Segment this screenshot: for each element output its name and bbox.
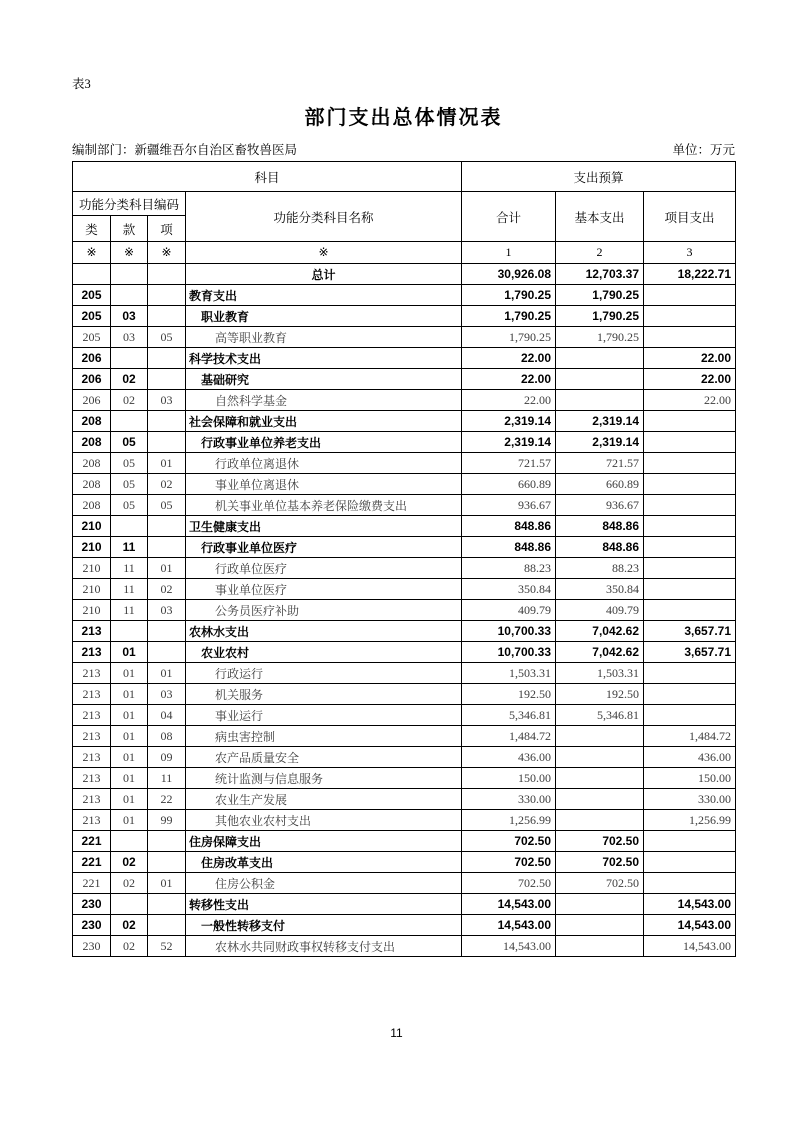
subject-name-cell: 行政事业单位医疗 [186,537,462,558]
column-index-cell: 1 [462,242,556,264]
basic-column-header: 基本支出 [556,192,644,242]
page-number: 11 [390,1026,403,1040]
code-section-cell: 01 [111,747,148,768]
total-value-cell: 22.00 [462,390,556,411]
code-section-cell: 01 [111,642,148,663]
code-item-cell [148,831,186,852]
basic-value-cell: 2,319.14 [556,432,644,453]
project-value-cell: 22.00 [644,369,736,390]
code-section-cell [111,285,148,306]
code-class-cell: 210 [73,516,111,537]
subject-name-cell: 事业运行 [186,705,462,726]
total-value-cell: 436.00 [462,747,556,768]
class-column-header: 类 [73,216,111,242]
code-item-cell [148,411,186,432]
basic-value-cell [556,810,644,831]
code-section-cell: 02 [111,852,148,873]
project-value-cell: 22.00 [644,348,736,369]
total-value-cell: 10,700.33 [462,621,556,642]
basic-value-cell [556,936,644,957]
subject-name-cell: 行政运行 [186,663,462,684]
project-value-cell [644,432,736,453]
basic-value-cell [556,915,644,936]
prepared-by-label: 编制部门：新疆维吾尔自治区畜牧兽医局 [72,143,298,157]
basic-value-cell: 848.86 [556,516,644,537]
total-value-cell: 660.89 [462,474,556,495]
table-row [73,306,736,327]
code-item-cell: 05 [148,327,186,348]
basic-value-cell: 7,042.62 [556,642,644,663]
code-section-cell: 01 [111,705,148,726]
total-value-cell: 1,484.72 [462,726,556,747]
mark-cell: ※ [111,242,148,264]
basic-value-cell [556,789,644,810]
project-value-cell [644,516,736,537]
subject-name-cell: 农产品质量安全 [186,747,462,768]
code-item-cell: 01 [148,558,186,579]
code-item-cell: 99 [148,810,186,831]
project-value-cell [644,306,736,327]
project-value-cell: 436.00 [644,747,736,768]
subject-name-cell: 住房公积金 [186,873,462,894]
code-section-cell: 02 [111,936,148,957]
total-value-cell: 848.86 [462,537,556,558]
table-row [73,621,736,642]
basic-value-cell: 848.86 [556,537,644,558]
header-row-code-group [73,192,736,216]
table-row [73,453,736,474]
project-value-cell [644,411,736,432]
basic-value-cell: 7,042.62 [556,621,644,642]
table-row [73,369,736,390]
basic-value-cell: 1,503.31 [556,663,644,684]
code-section-cell: 11 [111,537,148,558]
total-value-cell: 2,319.14 [462,411,556,432]
item-column-header: 项 [148,216,186,242]
code-section-cell: 02 [111,873,148,894]
code-section-cell [111,831,148,852]
total-value-cell: 10,700.33 [462,642,556,663]
project-value-cell [644,705,736,726]
code-class-cell: 206 [73,390,111,411]
project-value-cell [644,474,736,495]
code-class-cell: 208 [73,411,111,432]
header-row-groups [73,162,736,192]
code-class-cell: 221 [73,852,111,873]
total-value-cell: 350.84 [462,579,556,600]
code-section-cell [111,516,148,537]
project-value-cell [644,852,736,873]
code-section-cell: 05 [111,432,148,453]
table-row [73,474,736,495]
total-value-cell: 330.00 [462,789,556,810]
table-row [73,684,736,705]
code-section-cell: 05 [111,495,148,516]
code-class-cell: 208 [73,495,111,516]
code-section-cell: 03 [111,327,148,348]
subject-name-cell: 事业单位离退休 [186,474,462,495]
total-value-cell: 702.50 [462,852,556,873]
subject-name-cell: 农业农村 [186,642,462,663]
code-item-cell: 01 [148,663,186,684]
subject-name-cell: 总计 [186,264,462,285]
code-class-cell: 210 [73,600,111,621]
code-group-header: 功能分类科目编码 [73,192,186,216]
code-item-cell: 11 [148,768,186,789]
total-value-cell: 150.00 [462,768,556,789]
expenditure-table [72,161,736,957]
code-item-cell: 03 [148,684,186,705]
table-row [73,600,736,621]
subject-name-cell: 行政单位医疗 [186,558,462,579]
code-section-cell [111,264,148,285]
project-value-cell: 14,543.00 [644,894,736,915]
project-value-cell: 330.00 [644,789,736,810]
total-value-cell: 1,790.25 [462,285,556,306]
basic-value-cell [556,747,644,768]
code-section-cell: 02 [111,390,148,411]
total-value-cell: 30,926.08 [462,264,556,285]
code-section-cell [111,894,148,915]
subject-name-cell: 机关服务 [186,684,462,705]
table-row [73,390,736,411]
basic-value-cell: 1,790.25 [556,306,644,327]
code-item-cell [148,642,186,663]
table-row [73,411,736,432]
code-item-cell [148,285,186,306]
table-row [73,537,736,558]
total-value-cell: 848.86 [462,516,556,537]
total-value-cell: 1,790.25 [462,327,556,348]
basic-value-cell [556,894,644,915]
subject-name-cell: 教育支出 [186,285,462,306]
project-value-cell [644,327,736,348]
project-value-cell [644,537,736,558]
code-class-cell: 205 [73,306,111,327]
subject-name-cell: 高等职业教育 [186,327,462,348]
code-class-cell: 208 [73,453,111,474]
code-item-cell [148,264,186,285]
table-row [73,936,736,957]
subject-name-cell: 转移性支出 [186,894,462,915]
table-row [73,747,736,768]
project-column-header: 项目支出 [644,192,736,242]
budget-group-header: 支出预算 [462,162,736,192]
subject-name-cell: 科学技术支出 [186,348,462,369]
code-class-cell: 210 [73,579,111,600]
table-row [73,285,736,306]
code-item-cell: 08 [148,726,186,747]
mark-cell: ※ [148,242,186,264]
project-value-cell [644,495,736,516]
code-class-cell: 213 [73,705,111,726]
project-value-cell: 22.00 [644,390,736,411]
code-section-cell: 05 [111,453,148,474]
project-value-cell [644,684,736,705]
total-value-cell: 2,319.14 [462,432,556,453]
code-class-cell: 208 [73,432,111,453]
code-section-cell: 11 [111,579,148,600]
subject-name-cell: 机关事业单位基本养老保险缴费支出 [186,495,462,516]
code-class-cell: 213 [73,684,111,705]
code-item-cell: 01 [148,453,186,474]
code-item-cell [148,894,186,915]
code-item-cell [148,516,186,537]
basic-value-cell: 2,319.14 [556,411,644,432]
subject-name-cell: 一般性转移支付 [186,915,462,936]
total-value-cell: 409.79 [462,600,556,621]
basic-value-cell: 192.50 [556,684,644,705]
table-row [73,327,736,348]
code-section-cell: 05 [111,474,148,495]
code-class-cell [73,264,111,285]
basic-value-cell: 409.79 [556,600,644,621]
code-section-cell: 01 [111,726,148,747]
table-row [73,915,736,936]
total-value-cell: 14,543.00 [462,936,556,957]
project-value-cell [644,873,736,894]
unit-label: 单位：万元 [672,143,735,157]
code-class-cell: 213 [73,621,111,642]
table-row [73,264,736,285]
subject-name-cell: 自然科学基金 [186,390,462,411]
basic-value-cell [556,348,644,369]
code-class-cell: 213 [73,768,111,789]
total-value-cell: 14,543.00 [462,915,556,936]
total-value-cell: 5,346.81 [462,705,556,726]
code-item-cell [148,537,186,558]
basic-value-cell: 702.50 [556,831,644,852]
code-class-cell: 208 [73,474,111,495]
code-item-cell [148,852,186,873]
code-item-cell: 52 [148,936,186,957]
table-row [73,726,736,747]
subject-name-cell: 统计监测与信息服务 [186,768,462,789]
table-row [73,432,736,453]
total-value-cell: 1,790.25 [462,306,556,327]
code-class-cell: 213 [73,663,111,684]
code-item-cell: 01 [148,873,186,894]
basic-value-cell [556,768,644,789]
subject-name-cell: 病虫害控制 [186,726,462,747]
table-row [73,495,736,516]
subject-name-cell: 事业单位医疗 [186,579,462,600]
code-item-cell [148,306,186,327]
table-row [73,768,736,789]
code-section-cell: 01 [111,789,148,810]
code-section-cell: 01 [111,810,148,831]
code-item-cell [148,432,186,453]
code-class-cell: 206 [73,348,111,369]
subject-name-cell: 农林水共同财政事权转移支付支出 [186,936,462,957]
code-class-cell: 210 [73,558,111,579]
section-column-header: 款 [111,216,148,242]
code-section-cell: 02 [111,915,148,936]
basic-value-cell [556,369,644,390]
table-row [73,831,736,852]
code-item-cell: 09 [148,747,186,768]
total-value-cell: 936.67 [462,495,556,516]
total-value-cell: 88.23 [462,558,556,579]
total-value-cell: 1,256.99 [462,810,556,831]
basic-value-cell [556,726,644,747]
code-section-cell: 01 [111,768,148,789]
project-value-cell [644,453,736,474]
project-value-cell: 1,484.72 [644,726,736,747]
basic-value-cell: 12,703.37 [556,264,644,285]
code-section-cell [111,411,148,432]
table-row [73,705,736,726]
table-row [73,642,736,663]
table-row [73,852,736,873]
code-class-cell: 213 [73,789,111,810]
basic-value-cell: 936.67 [556,495,644,516]
basic-value-cell: 88.23 [556,558,644,579]
subject-name-cell: 住房保障支出 [186,831,462,852]
code-item-cell [148,915,186,936]
project-value-cell: 3,657.71 [644,642,736,663]
name-column-header: 功能分类科目名称 [186,192,462,242]
basic-value-cell: 702.50 [556,852,644,873]
project-value-cell [644,558,736,579]
table-row [73,558,736,579]
code-section-cell: 11 [111,600,148,621]
project-value-cell [644,663,736,684]
code-section-cell: 02 [111,369,148,390]
code-section-cell [111,348,148,369]
code-class-cell: 206 [73,369,111,390]
project-value-cell: 150.00 [644,768,736,789]
project-value-cell: 1,256.99 [644,810,736,831]
total-value-cell: 22.00 [462,369,556,390]
code-item-cell: 02 [148,579,186,600]
table-row [73,348,736,369]
code-class-cell: 230 [73,915,111,936]
project-value-cell [644,285,736,306]
code-item-cell [148,369,186,390]
code-class-cell: 213 [73,642,111,663]
project-value-cell [644,600,736,621]
project-value-cell: 18,222.71 [644,264,736,285]
table-row [73,789,736,810]
subject-name-cell: 农业生产发展 [186,789,462,810]
code-section-cell: 01 [111,684,148,705]
total-column-header: 合计 [462,192,556,242]
code-class-cell: 213 [73,726,111,747]
basic-value-cell: 350.84 [556,579,644,600]
meta-row [72,140,735,158]
code-section-cell: 11 [111,558,148,579]
project-value-cell: 14,543.00 [644,936,736,957]
code-section-cell: 01 [111,663,148,684]
mark-cell: ※ [186,242,462,264]
code-item-cell: 04 [148,705,186,726]
table-row [73,894,736,915]
table-row [73,516,736,537]
code-item-cell: 22 [148,789,186,810]
project-value-cell: 3,657.71 [644,621,736,642]
code-class-cell: 221 [73,831,111,852]
subject-name-cell: 行政单位离退休 [186,453,462,474]
table-body [73,264,736,957]
code-class-cell: 205 [73,285,111,306]
subject-name-cell: 公务员医疗补助 [186,600,462,621]
subject-name-cell: 职业教育 [186,306,462,327]
basic-value-cell: 5,346.81 [556,705,644,726]
code-class-cell: 205 [73,327,111,348]
project-value-cell [644,579,736,600]
total-value-cell: 702.50 [462,873,556,894]
mark-cell: ※ [73,242,111,264]
subject-group-header: 科目 [73,162,462,192]
table-row [73,579,736,600]
basic-value-cell: 702.50 [556,873,644,894]
table-label: 表3 [72,77,91,91]
code-class-cell: 213 [73,747,111,768]
code-class-cell: 230 [73,936,111,957]
code-item-cell: 03 [148,600,186,621]
column-index-cell: 2 [556,242,644,264]
project-value-cell [644,831,736,852]
subject-name-cell: 卫生健康支出 [186,516,462,537]
total-value-cell: 22.00 [462,348,556,369]
code-section-cell: 03 [111,306,148,327]
code-class-cell: 213 [73,810,111,831]
page-title: 部门支出总体情况表 [304,107,503,129]
total-value-cell: 702.50 [462,831,556,852]
code-class-cell: 210 [73,537,111,558]
table-row [73,663,736,684]
subject-name-cell: 农林水支出 [186,621,462,642]
subject-name-cell: 其他农业农村支出 [186,810,462,831]
basic-value-cell: 660.89 [556,474,644,495]
code-section-cell [111,621,148,642]
total-value-cell: 192.50 [462,684,556,705]
total-value-cell: 1,503.31 [462,663,556,684]
table-row [73,873,736,894]
header-row-marks [73,242,736,264]
code-item-cell: 03 [148,390,186,411]
basic-value-cell: 721.57 [556,453,644,474]
subject-name-cell: 基础研究 [186,369,462,390]
code-item-cell: 02 [148,474,186,495]
basic-value-cell [556,390,644,411]
code-item-cell: 05 [148,495,186,516]
project-value-cell: 14,543.00 [644,915,736,936]
code-class-cell: 221 [73,873,111,894]
code-item-cell [148,621,186,642]
subject-name-cell: 社会保障和就业支出 [186,411,462,432]
subject-name-cell: 行政事业单位养老支出 [186,432,462,453]
basic-value-cell: 1,790.25 [556,327,644,348]
subject-name-cell: 住房改革支出 [186,852,462,873]
column-index-cell: 3 [644,242,736,264]
code-class-cell: 230 [73,894,111,915]
table-row [73,810,736,831]
basic-value-cell: 1,790.25 [556,285,644,306]
code-item-cell [148,348,186,369]
total-value-cell: 721.57 [462,453,556,474]
total-value-cell: 14,543.00 [462,894,556,915]
